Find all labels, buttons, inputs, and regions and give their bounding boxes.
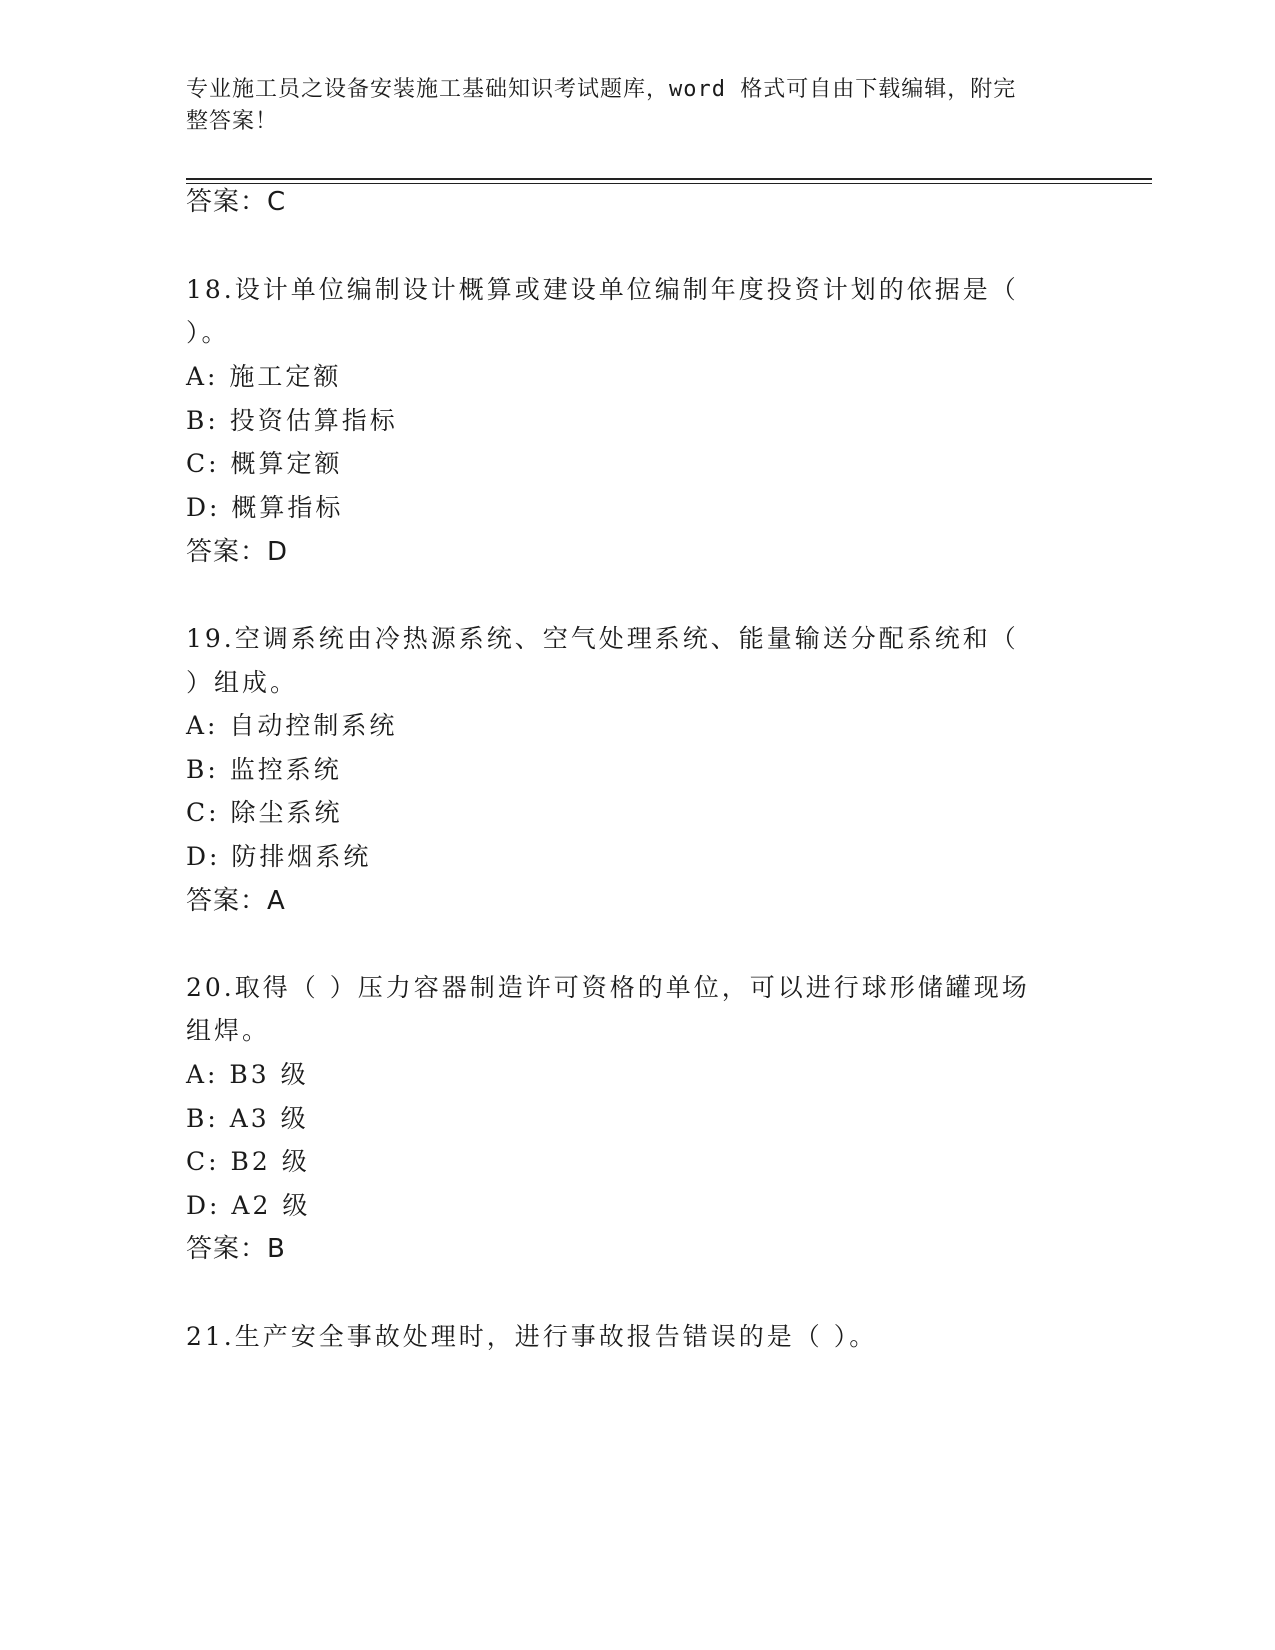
question-18-text-cont: ）。 bbox=[186, 318, 230, 347]
question-18-text: 18.设计单位编制设计概算或建设单位编制年度投资计划的依据是（ bbox=[186, 275, 1019, 304]
answer-previous: 答案：C bbox=[186, 187, 287, 217]
question-20-text: 20.取得（ ）压力容器制造许可资格的单位，可以进行球形储罐现场 bbox=[186, 973, 1030, 1002]
question-20-answer: 答案：B bbox=[186, 1234, 286, 1264]
question-20-text-cont: 组焊。 bbox=[186, 1016, 271, 1045]
question-20-option-c: C: B2 级 bbox=[186, 1147, 310, 1176]
question-20-option-b: B: A3 级 bbox=[186, 1104, 309, 1133]
header-divider-thick bbox=[186, 178, 1152, 180]
question-19-answer: 答案：A bbox=[186, 886, 286, 916]
question-18-option-a: A: 施工定额 bbox=[186, 362, 342, 391]
question-19-option-b: B: 监控系统 bbox=[186, 755, 342, 784]
question-19-option-c: C: 除尘系统 bbox=[186, 798, 343, 827]
question-18-option-b: B: 投资估算指标 bbox=[186, 406, 398, 435]
question-18-option-d: D: 概算指标 bbox=[186, 493, 344, 522]
header-divider-thin bbox=[186, 183, 1152, 184]
header-line-1: 专业施工员之设备安装施工基础知识考试题库，word 格式可自由下载编辑，附完 bbox=[186, 77, 1017, 102]
question-20-option-a: A: B3 级 bbox=[186, 1060, 309, 1089]
question-21-text: 21.生产安全事故处理时，进行事故报告错误的是（ ）。 bbox=[186, 1322, 878, 1351]
question-18-option-c: C: 概算定额 bbox=[186, 449, 343, 478]
question-19-text-cont: ）组成。 bbox=[186, 668, 299, 697]
question-19-option-d: D: 防排烟系统 bbox=[186, 842, 372, 871]
header-line-2: 整答案！ bbox=[186, 109, 279, 134]
document-header bbox=[186, 74, 1086, 138]
question-19-text: 19.空调系统由冷热源系统、空气处理系统、能量输送分配系统和（ bbox=[186, 624, 1019, 653]
question-19-option-a: A: 自动控制系统 bbox=[186, 711, 398, 740]
question-18-answer: 答案：D bbox=[186, 537, 289, 567]
question-20-option-d: D: A2 级 bbox=[186, 1191, 311, 1220]
